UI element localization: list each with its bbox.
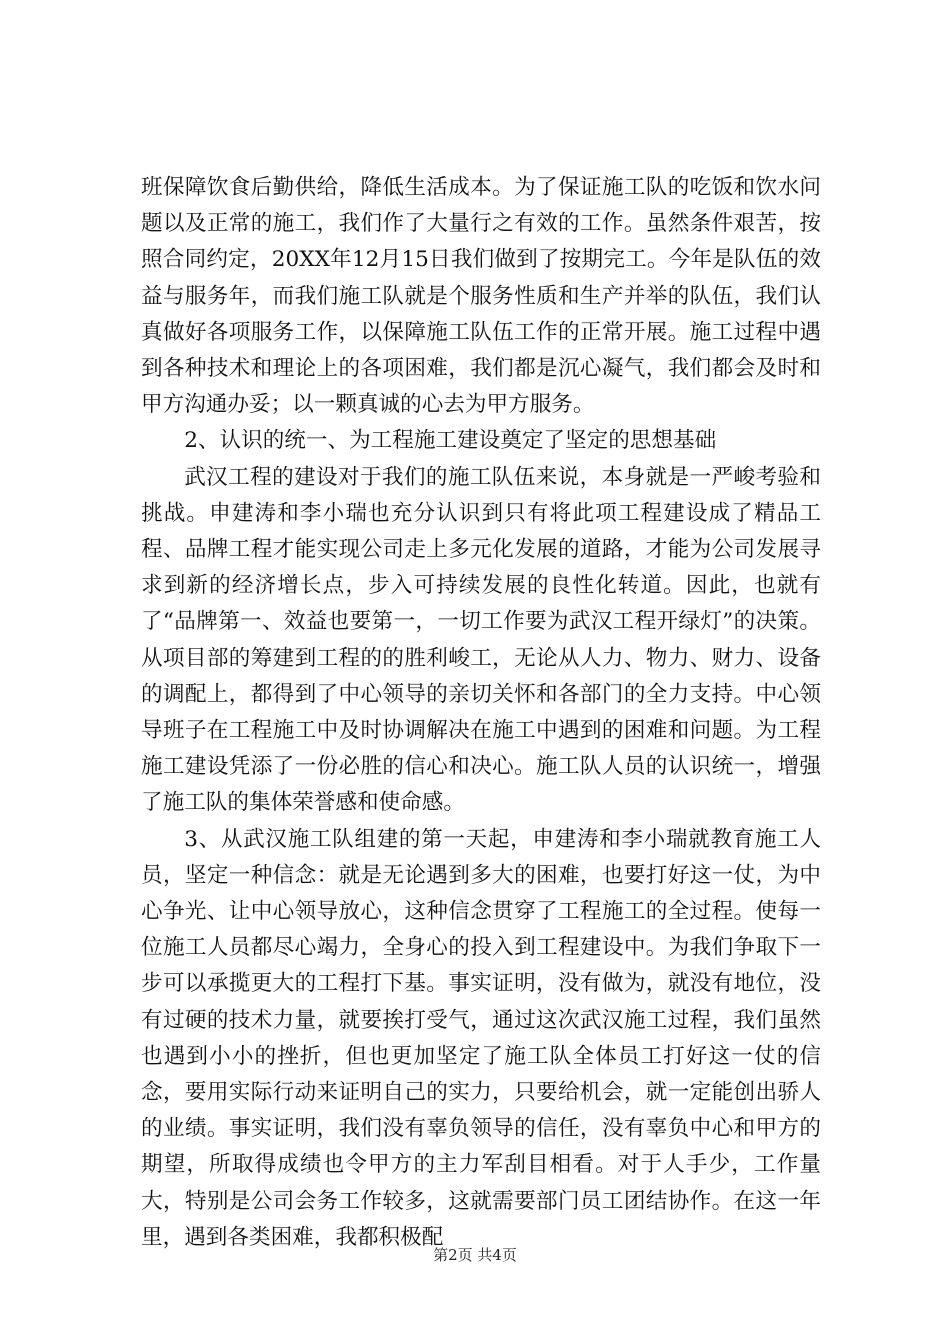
paragraph-heading-2: 2、认识的统一、为工程施工建设奠定了坚定的思想基础	[184, 428, 717, 454]
paragraph-continuation: 班保障饮食后勤供给，降低生活成本。为了保证施工队的吃饭和饮水问题以及正常的施工，我们作了大量行之有效的工作。虽然条件艰苦，按照合同约定，20XX年12月15日我们做到了按期完工。今年是队伍的效益与服务年，而我们施工队就是个服务性质和生产并举的队伍，我们认真做好各项服务工作，以保障施工队伍工作的正常开展。施工过程中遇到各种技术和理论上的各项困难，我们都是沉心凝气，我们都会及时和甲方沟通办妥；以一颗真诚的心去为甲方服务。	[141, 175, 821, 418]
page-footer	[0, 1244, 950, 1265]
page-number-label: 第2页 共4页	[433, 1246, 517, 1264]
document-body	[141, 170, 821, 1256]
paragraph-wuhan-project: 武汉工程的建设对于我们的施工队伍来说，本身就是一严峻考验和挑战。申建涛和李小瑞也充分认识到只有将此项工程建设成了精品工程、品牌工程才能实现公司走上多元化发展的道路，才能为公司发展寻求到新的经济增长点，步入可持续发展的良性化转道。因此，也就有了“品牌第一、效益也要第一，一切工作要为武汉工程开绿灯”的决策。从项目部的筹建到工程的的胜利峻工，无论从人力、物力、财力、设备的调配上，都得到了中心领导的亲切关怀和各部门的全力支持。中心领导班子在工程施工中及时协调解决在施工中遇到的困难和问题。为工程施工建设凭添了一份必胜的信心和决心。施工队人员的认识统一，增强了施工队的集体荣誉感和使命感。	[141, 464, 821, 816]
paragraph-point-3: 3、从武汉施工队组建的第一天起，申建涛和李小瑞就教育施工人员，坚定一种信念：就是无论遇到多大的困难，也要打好这一仗，为中心争光、让中心领导放心，这种信念贯穿了工程施工的全过程。使每一位施工人员都尽心竭力，全身心的投入到工程建设中。为我们争取下一步可以承揽更大的工程打下基。事实证明，没有做为，就没有地位，没有过硬的技术力量，就要挨打受气，通过这次武汉施工过程，我们虽然也遇到小小的挫折，但也更加坚定了施工队全体员工打好这一仗的信念，要用实际行动来证明自己的实力，只要给机会，就一定能创出骄人的业绩。事实证明，我们没有辜负领导的信任，没有辜负中心和甲方的期望，所取得成绩也令甲方的主力军刮目相看。对于人手少，工作量大，特别是公司会务工作较多，这就需要部门员工团结协作。在这一年里，遇到各类困难，我都积极配	[141, 826, 821, 1250]
